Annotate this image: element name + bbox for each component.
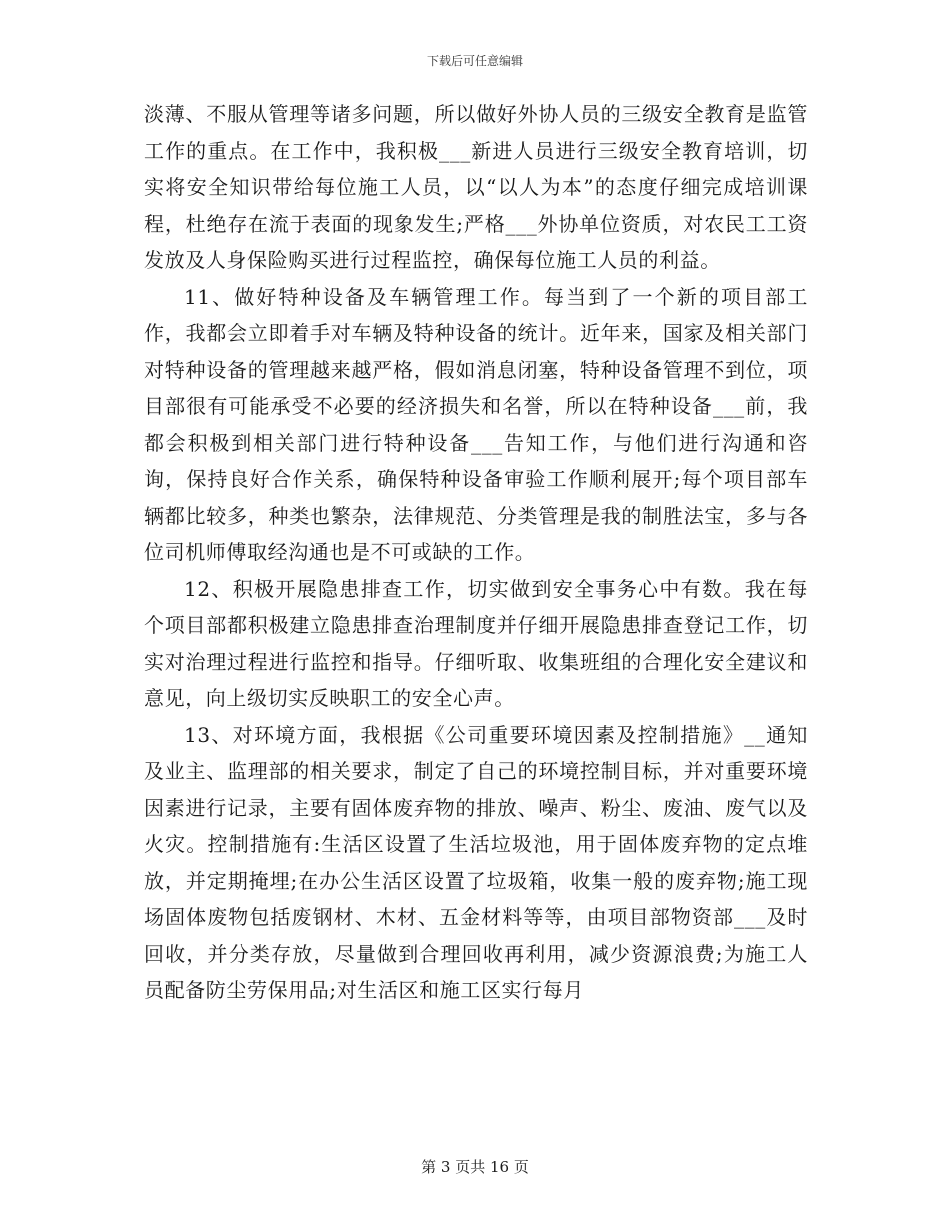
page-header-note: 下载后可任意编辑	[426, 54, 523, 68]
paragraph-item-12: 12、积极开展隐患排查工作，切实做到安全事务心中有数。我在每个项目部都积极建立隐患排查治理制度并仔细开展隐患排查登记工作，切实对治理过程进行监控和指导。仔细听取、收集班组的合理化安全建议和意见，向上级切实反映职工的安全心声。	[144, 576, 808, 710]
paragraph-item-13: 13、对环境方面，我根据《公司重要环境因素及控制措施》__通知及业主、监理部的相关要求，制定了自己的环境控制目标，并对重要环境因素进行记录，主要有固体废弃物的排放、噪声、粉尘、废油、废气以及火灾。控制措施有:生活区设置了生活垃圾池，用于固体废弃物的定点堆放，并定期掩埋;在办公生活区设置了垃圾箱，收集一般的废弃物;施工现场固体废物包括废钢材、木材、五金材料等等，由项目部物资部___及时回收，并分类存放，尽量做到合理回收再利用，减少资源浪费;为施工人员配备防尘劳保用品;对生活区和施工区实行每月	[144, 722, 808, 1002]
paragraph-item-11: 11、做好特种设备及车辆管理工作。每当到了一个新的项目部工作，我都会立即着手对车辆及特种设备的统计。近年来，国家及相关部门对特种设备的管理越来越严格，假如消息闭塞，特种设备管理不到位，项目部很有可能承受不必要的经济损失和名誉，所以在特种设备___前，我都会积极到相关部门进行特种设备___告知工作，与他们进行沟通和咨询，保持良好合作关系，确保特种设备审验工作顺利展开;每个项目部车辆都比较多，种类也繁杂，法律规范、分类管理是我的制胜法宝，多与各位司机师傅取经沟通也是不可或缺的工作。	[144, 284, 808, 564]
paragraph-continuation: 淡薄、不服从管理等诸多问题，所以做好外协人员的三级安全教育是监管工作的重点。在工作中，我积极___新进人员进行三级安全教育培训，切实将安全知识带给每位施工人员，以“以人为本”的态度仔细完成培训课程，杜绝存在流于表面的现象发生;严格___外协单位资质，对农民工工资发放及人身保险购买进行过程监控，确保每位施工人员的利益。	[144, 102, 808, 272]
page-number: 第 3 页共 16 页	[421, 1158, 529, 1176]
document-body	[144, 96, 808, 1009]
